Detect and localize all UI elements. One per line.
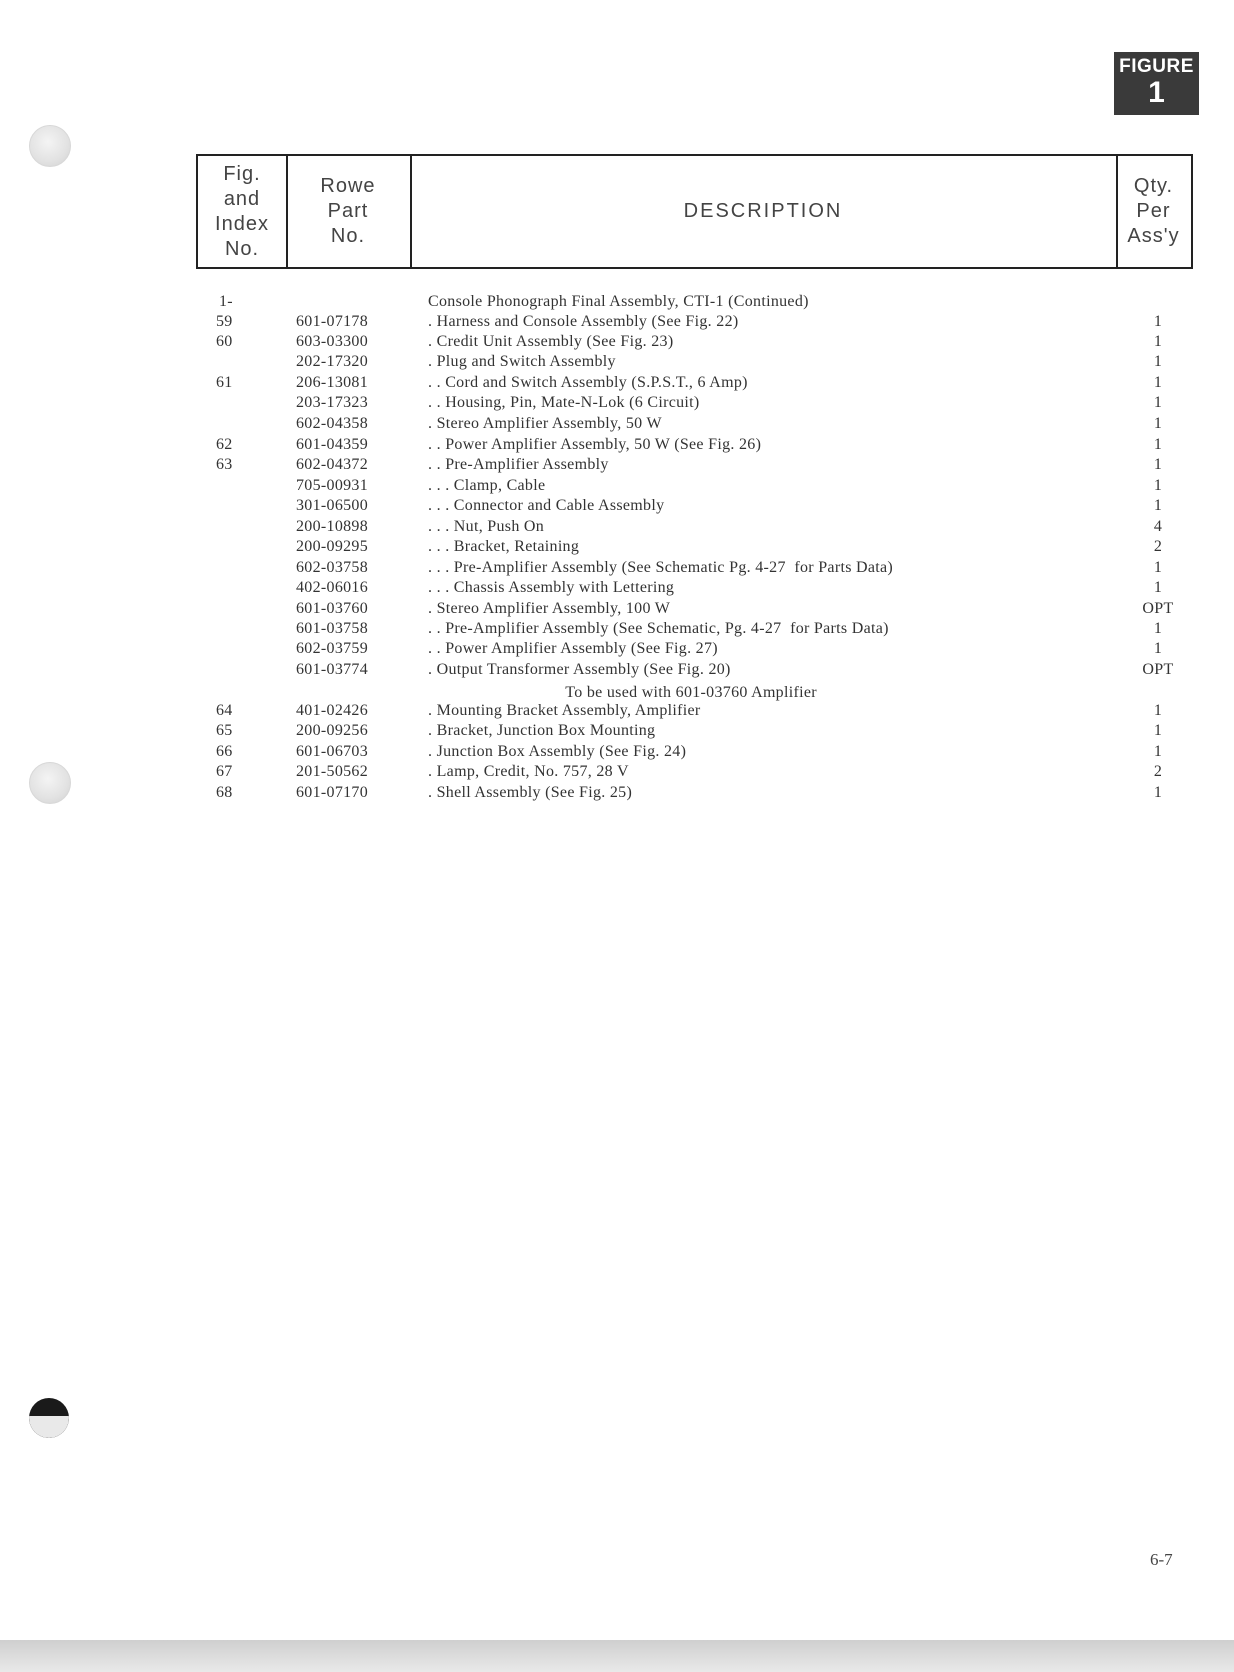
row-qty: 1 — [1153, 743, 1163, 760]
row-part-number: 601-06703 — [296, 743, 369, 760]
row-index: 65 — [216, 722, 233, 739]
table-header — [196, 154, 1193, 269]
row-part-number: 200-09295 — [296, 538, 369, 555]
scan-bottom-edge — [0, 1640, 1234, 1672]
row-qty: 2 — [1153, 763, 1163, 780]
row-qty: 4 — [1153, 518, 1163, 535]
table-row — [0, 599, 1234, 620]
page-number: 6-7 — [1150, 1550, 1173, 1569]
row-part-number: 602-03759 — [296, 640, 369, 657]
row-description: . . . Nut, Push On — [428, 518, 545, 535]
row-qty: 1 — [1153, 702, 1163, 719]
row-qty: OPT — [1142, 661, 1174, 678]
row-part-number: 601-03774 — [296, 661, 369, 678]
row-part-number: 202-17320 — [296, 353, 369, 370]
row-description: . . Power Amplifier Assembly (See Fig. 27) — [428, 640, 718, 657]
row-part-number: 705-00931 — [296, 477, 369, 494]
row-part-number: 603-03300 — [296, 333, 369, 350]
row-description: . Junction Box Assembly (See Fig. 24) — [428, 743, 687, 760]
row-qty: 1 — [1153, 394, 1163, 411]
row-part-number: 601-04359 — [296, 436, 369, 453]
row-part-number: 601-07178 — [296, 313, 369, 330]
table-row — [0, 312, 1234, 333]
row-index: 67 — [216, 763, 233, 780]
table-row — [0, 414, 1234, 435]
row-index: 60 — [216, 333, 233, 350]
table-row — [0, 435, 1234, 456]
row-qty: 1 — [1153, 784, 1163, 801]
table-row — [0, 455, 1234, 476]
row-description: Console Phonograph Final Assembly, CTI-1 (Continued) — [428, 293, 809, 310]
row-description: . . Power Amplifier Assembly, 50 W (See Fig. 26) — [428, 436, 762, 453]
header-description: DESCRIPTION — [410, 156, 1118, 267]
row-part-number: 602-03758 — [296, 559, 369, 576]
row-description: . Stereo Amplifier Assembly, 50 W — [428, 415, 662, 432]
row-qty: 1 — [1153, 353, 1163, 370]
table-row — [0, 783, 1234, 804]
row-part-number: 601-03758 — [296, 620, 369, 637]
row-qty: 1 — [1153, 640, 1163, 657]
table-row — [0, 393, 1234, 414]
row-description: . . . Clamp, Cable — [428, 477, 546, 494]
row-description: . Stereo Amplifier Assembly, 100 W — [428, 600, 671, 617]
table-row — [0, 496, 1234, 517]
row-description: . . . Connector and Cable Assembly — [428, 497, 665, 514]
row-qty: 1 — [1153, 436, 1163, 453]
row-part-number: 201-50562 — [296, 763, 369, 780]
row-part-number: 601-07170 — [296, 784, 369, 801]
row-description: . Credit Unit Assembly (See Fig. 23) — [428, 333, 674, 350]
row-qty: OPT — [1142, 600, 1174, 617]
row-qty: 1 — [1153, 415, 1163, 432]
row-index: 63 — [216, 456, 233, 473]
row-part-number: 301-06500 — [296, 497, 369, 514]
row-part-number: 602-04358 — [296, 415, 369, 432]
table-row — [0, 639, 1234, 660]
header-qty: Qty. Per Ass'y — [1127, 175, 1180, 247]
row-part-number: 602-04372 — [296, 456, 369, 473]
row-index: 1- — [219, 293, 233, 310]
table-row — [0, 476, 1234, 497]
row-qty: 1 — [1153, 374, 1163, 391]
row-qty: 1 — [1153, 497, 1163, 514]
header-part-no: Rowe Part No. — [286, 156, 412, 267]
header-fig-index: Fig. and Index No. — [198, 156, 288, 267]
row-qty: 1 — [1153, 313, 1163, 330]
row-description: . Harness and Console Assembly (See Fig. 22) — [428, 313, 739, 330]
row-description: . Plug and Switch Assembly — [428, 353, 616, 370]
row-index: 62 — [216, 436, 233, 453]
table-row — [0, 619, 1234, 640]
table-row — [0, 721, 1234, 742]
table-row — [0, 352, 1234, 373]
figure-number: 1 — [1148, 76, 1165, 109]
binder-hole-top — [29, 125, 71, 167]
row-index: 61 — [216, 374, 233, 391]
table-row — [0, 660, 1234, 681]
row-description: . . . Chassis Assembly with Lettering — [428, 579, 675, 596]
binder-hole-bottom — [29, 1398, 69, 1438]
row-description: . . . Pre-Amplifier Assembly (See Schematic Pg. 4-27 for Parts Data) — [428, 559, 894, 576]
table-row — [0, 701, 1234, 722]
row-qty: 1 — [1153, 722, 1163, 739]
row-qty: 1 — [1153, 333, 1163, 350]
table-row — [0, 517, 1234, 538]
row-index: 59 — [216, 313, 233, 330]
table-row — [0, 762, 1234, 783]
row-description: . . Pre-Amplifier Assembly (See Schematic, Pg. 4-27 for Parts Data) — [428, 620, 889, 637]
row-description: . . Cord and Switch Assembly (S.P.S.T., 6 Amp) — [428, 374, 748, 391]
row-qty: 1 — [1153, 579, 1163, 596]
row-qty: 1 — [1153, 559, 1163, 576]
row-qty: 1 — [1153, 456, 1163, 473]
row-description: . Shell Assembly (See Fig. 25) — [428, 784, 633, 801]
table-row — [0, 373, 1234, 394]
row-qty: 1 — [1153, 620, 1163, 637]
table-row — [0, 742, 1234, 763]
row-description: . Lamp, Credit, No. 757, 28 V — [428, 763, 629, 780]
row-part-number: 206-13081 — [296, 374, 369, 391]
figure-badge — [1114, 52, 1199, 115]
row-qty: 2 — [1153, 538, 1163, 555]
row-part-number: 200-09256 — [296, 722, 369, 739]
row-qty: 1 — [1153, 477, 1163, 494]
row-part-number: 401-02426 — [296, 702, 369, 719]
row-description: . Output Transformer Assembly (See Fig. 20) — [428, 661, 731, 678]
row-index: 66 — [216, 743, 233, 760]
table-row — [0, 537, 1234, 558]
row-description: . . Pre-Amplifier Assembly — [428, 456, 609, 473]
row-index: 64 — [216, 702, 233, 719]
row-description: . . Housing, Pin, Mate-N-Lok (6 Circuit) — [428, 394, 700, 411]
row-description: . Bracket, Junction Box Mounting — [428, 722, 656, 739]
row-part-number: 601-03760 — [296, 600, 369, 617]
row-part-number: 402-06016 — [296, 579, 369, 596]
figure-label: FIGURE — [1119, 56, 1194, 77]
row-index: 68 — [216, 784, 233, 801]
row-part-number: 200-10898 — [296, 518, 369, 535]
table-row — [0, 292, 1234, 313]
row-description: . . . Bracket, Retaining — [428, 538, 580, 555]
table-row — [0, 332, 1234, 353]
row-description: To be used with 601-03760 Amplifier — [428, 684, 817, 701]
table-row — [0, 578, 1234, 599]
row-description: . Mounting Bracket Assembly, Amplifier — [428, 702, 701, 719]
row-part-number: 203-17323 — [296, 394, 369, 411]
table-row — [0, 558, 1234, 579]
